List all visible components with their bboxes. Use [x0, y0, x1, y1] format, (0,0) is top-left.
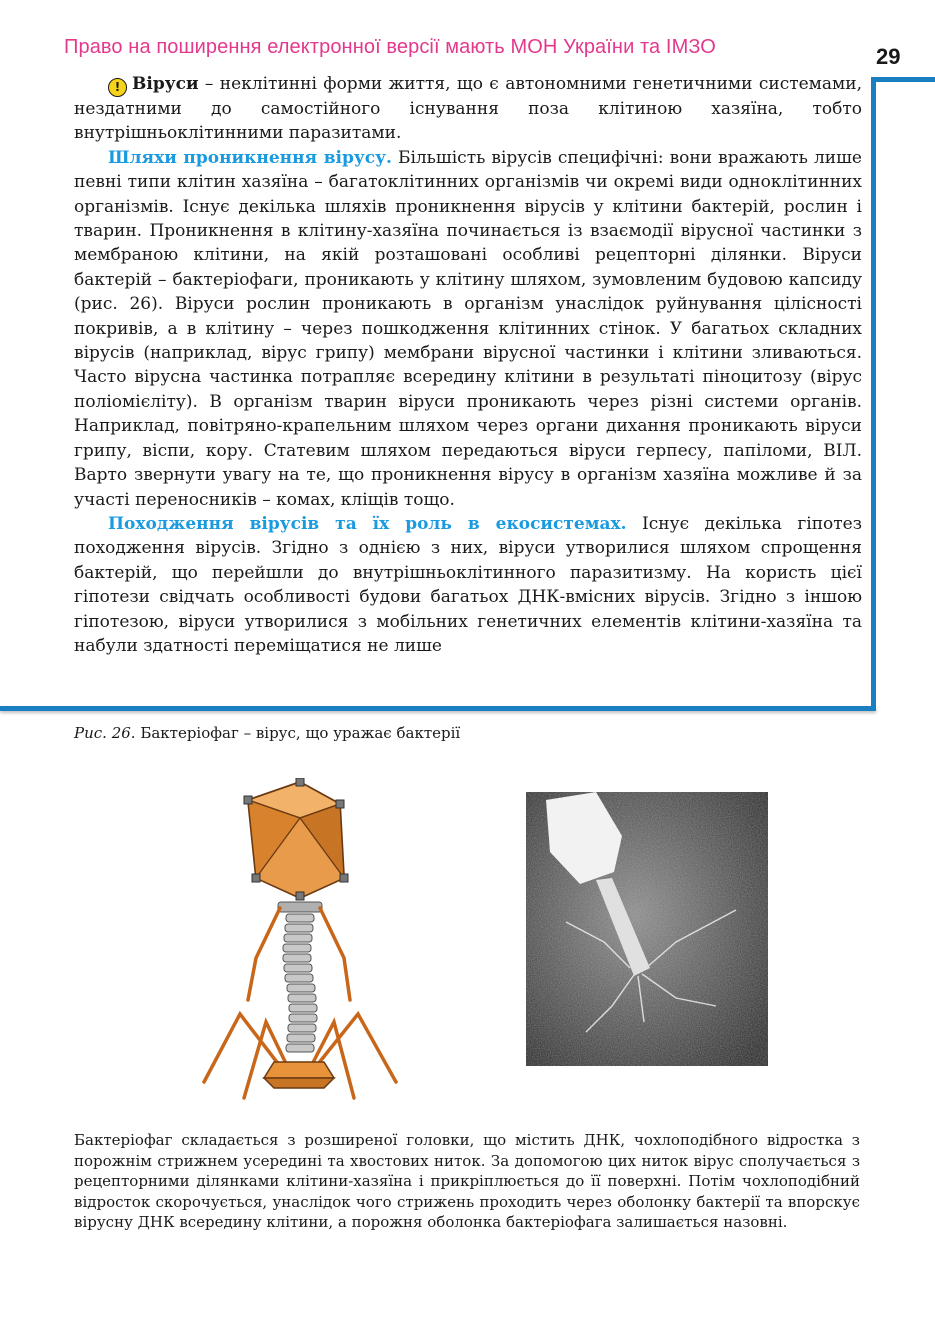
frame-top-border [871, 77, 935, 82]
figure-description [74, 1130, 860, 1233]
figure-caption [74, 724, 460, 742]
copyright-watermark: Право на поширення електронної версії мають МОН України та ІМЗО [64, 36, 716, 58]
phage-tail-sheath [283, 914, 317, 1052]
figure-caption-text: . Бактеріофаг – вірус, що уражає бактерії [130, 724, 461, 742]
figure-label: Рис. 26 [74, 724, 131, 742]
section-heading-origin: Походження вірусів та їх роль в екосистемах. [108, 513, 627, 534]
section-heading-entry: Шляхи проникнення вірусу. [108, 147, 392, 168]
definition-text: – неклітинні форми життя, що є автономними генетичними системами, нездатними до самостійного існування поза клітиною хазяїна, тобто внутрішньоклітинними паразитами. [74, 74, 862, 144]
definition-paragraph [74, 72, 862, 146]
bacteriophage-micrograph [526, 792, 768, 1066]
page-number: 29 [876, 44, 901, 69]
definition-term: Віруси [132, 74, 199, 94]
main-text [74, 72, 862, 658]
frame-bottom-border [0, 706, 876, 711]
exclamation-icon: ! [108, 78, 127, 97]
section-text-origin: Існує декілька гіпотез походження вірусів. Згідно з однією з них, віруси утворилися шляхом спрощення бактерій, що перейшли до внутрішньоклітинного паразитизму. На користь цієї гіпотези свідчать особливості будови багатьох ДНК-вмісних вірусів. Згідно з іншою гіпотезою, віруси утворилися з мобільних генетичних елементів клітини-хазяїна та набули здатності переміщатися не лише [74, 513, 862, 656]
section-text-entry: Більшість вірусів специфічні: вони вражають лише певні типи клітин хазяїна – багатоклітинних організмів чи окремі види одноклітинних організмів. Існує декілька шляхів проникнення вірусів у клітини бактерій, рослин і тварин. Проникнення в клітину-хазяїна починається із взаємодії вірусної частинки з мембраною клітини, на якій розташовані особливі рецепторні ділянки. Віруси бактерій – бактеріофаги, проникають у клітину шляхом, зумовленим будовою капсиду (рис. 26). Віруси рослин проникають в організм унаслідок руйнування цілісності покривів, а в клітину – через пошкодження клітинних стінок. У багатьох складних вірусів (наприклад, вірус грипу) мембрани вірусної частинки і клітини зливаються. Часто вірусна частинка потрапляє всередину клітини в результаті піноцитозу (вірус поліомієліту). В організм тварин віруси проникають через різні системи органів. Наприклад, повітряно-крапельним шляхом через органи дихання проникають віруси грипу, віспи, кору. Статевим шляхом передаються віруси герпесу, папіломи, ВІЛ. Варто звернути увагу на те, що проникнення вірусу в організм хазяїна можливе й за участі переносників – комах, кліщів тощо. [74, 147, 862, 510]
phage-baseplate [264, 1062, 334, 1088]
bacteriophage-illustration [200, 778, 400, 1106]
phage-head [244, 778, 348, 900]
phage-collar [278, 902, 322, 912]
section-virus-origin [74, 512, 862, 658]
figure-description-text: Бактеріофаг складається з розширеної головки, що містить ДНК, чохлоподібного відростка з порожнім стрижнем усередині та хвостових ниток. За допомогою цих ниток вірус сполучається з рецепторними ділянками клітини-хазяїна і прикріплюється до її поверхні. Потім чохлоподібний відросток скорочується, унаслідок чого стрижень проходить через оболонку бактерії та впорскує вірусну ДНК всередину клітини, а порожня оболонка бактеріофага залишається назовні. [74, 1131, 860, 1231]
frame-right-border [871, 77, 876, 709]
section-virus-entry [74, 146, 862, 512]
